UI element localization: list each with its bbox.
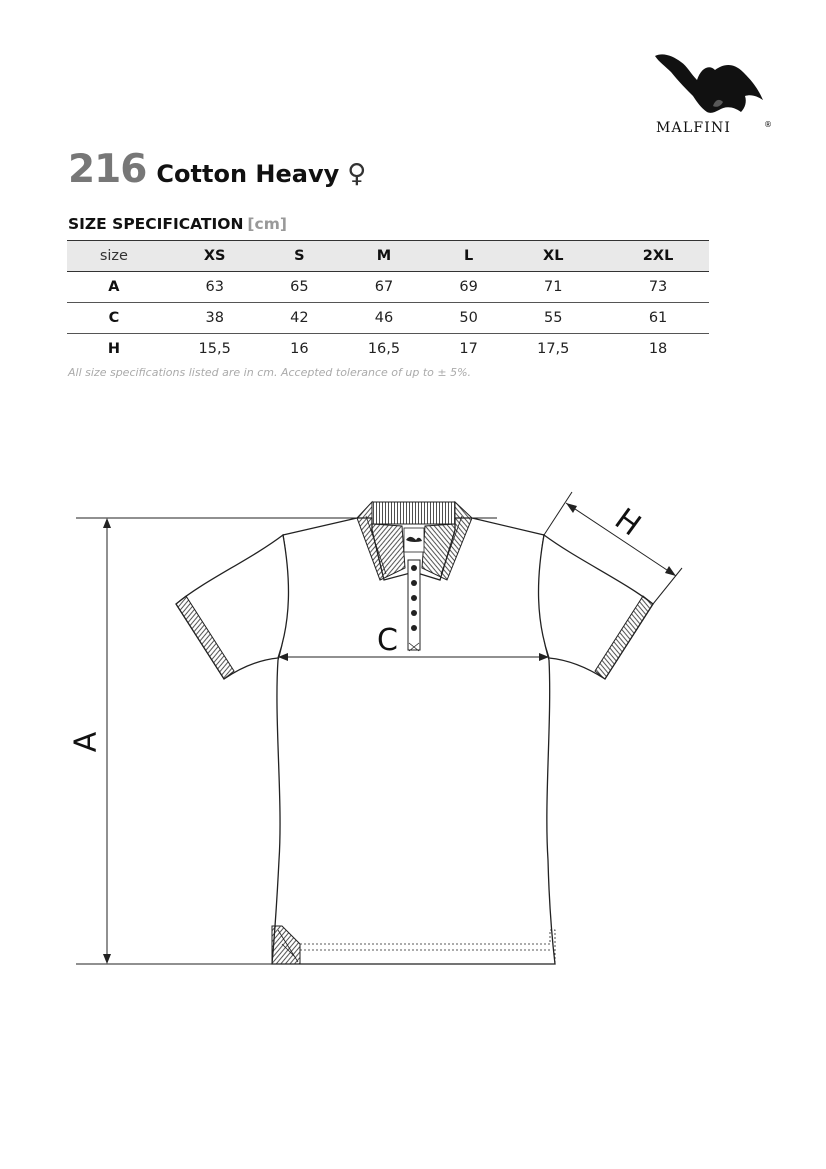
dimension-label-h: H xyxy=(608,501,647,544)
button-icon xyxy=(411,610,417,616)
h-arrow-top xyxy=(566,503,577,513)
table-row xyxy=(67,303,709,334)
table-cell: 38 xyxy=(205,310,224,326)
column-header: XS xyxy=(203,248,226,264)
tolerance-note: All size specifications listed are in cm. Accepted tolerance of up to ± 5%. xyxy=(68,366,472,379)
h-extension-top xyxy=(544,492,572,535)
a-arrow-bottom xyxy=(103,954,111,964)
table-cell: 67 xyxy=(374,279,394,295)
button-icon xyxy=(411,625,417,631)
registered-mark: ® xyxy=(764,120,772,129)
size-table xyxy=(67,240,709,364)
polo-shirt-diagram xyxy=(0,480,826,1000)
table-cell: 50 xyxy=(459,310,478,326)
button-icon xyxy=(411,580,417,586)
table-cell: 17 xyxy=(459,341,478,357)
table-cell: 42 xyxy=(290,310,309,326)
table-cell: 46 xyxy=(374,310,394,326)
brand-name: MALFINI xyxy=(656,120,732,136)
table-cell: 61 xyxy=(648,310,668,326)
eagle-icon xyxy=(653,50,765,116)
spec-unit: [cm] xyxy=(247,215,287,233)
collar-back xyxy=(372,502,455,524)
size-spec-heading xyxy=(68,215,287,233)
a-arrow-top xyxy=(103,518,111,528)
table-cell: 55 xyxy=(544,310,563,326)
table-cell: 16,5 xyxy=(367,341,401,357)
column-header: XL xyxy=(543,248,564,264)
table-cell: 18 xyxy=(648,341,668,357)
table-cell: 17,5 xyxy=(537,341,570,357)
column-header: size xyxy=(99,248,128,264)
column-header: L xyxy=(463,248,474,264)
table-cell: 63 xyxy=(205,279,224,295)
table-cell: 16 xyxy=(290,341,309,357)
column-header: M xyxy=(376,248,392,264)
product-name: Cotton Heavy xyxy=(156,160,340,188)
row-label: H xyxy=(107,341,120,357)
button-icon xyxy=(411,595,417,601)
brand-logo xyxy=(648,50,773,140)
dimension-label-a: A xyxy=(68,731,104,753)
table-row xyxy=(67,334,709,365)
table-row xyxy=(67,272,709,303)
column-header: S xyxy=(294,248,305,264)
table-cell: 69 xyxy=(459,279,478,295)
button-icon xyxy=(411,565,417,571)
row-label: C xyxy=(108,310,120,326)
table-header-row xyxy=(67,241,709,272)
column-header: 2XL xyxy=(642,248,674,264)
table-cell: 65 xyxy=(290,279,309,295)
h-arrow-bottom xyxy=(665,566,676,576)
row-label: A xyxy=(108,279,120,295)
table-cell: 71 xyxy=(544,279,563,295)
placket xyxy=(408,560,420,650)
spec-heading-text: SIZE SPECIFICATION xyxy=(68,215,244,233)
female-icon: ♀ xyxy=(347,159,367,189)
product-code: 216 xyxy=(68,147,147,192)
dimension-label-c: C xyxy=(377,623,398,658)
table-cell: 15,5 xyxy=(198,341,231,357)
product-title xyxy=(68,147,366,192)
table-cell: 73 xyxy=(648,279,668,295)
